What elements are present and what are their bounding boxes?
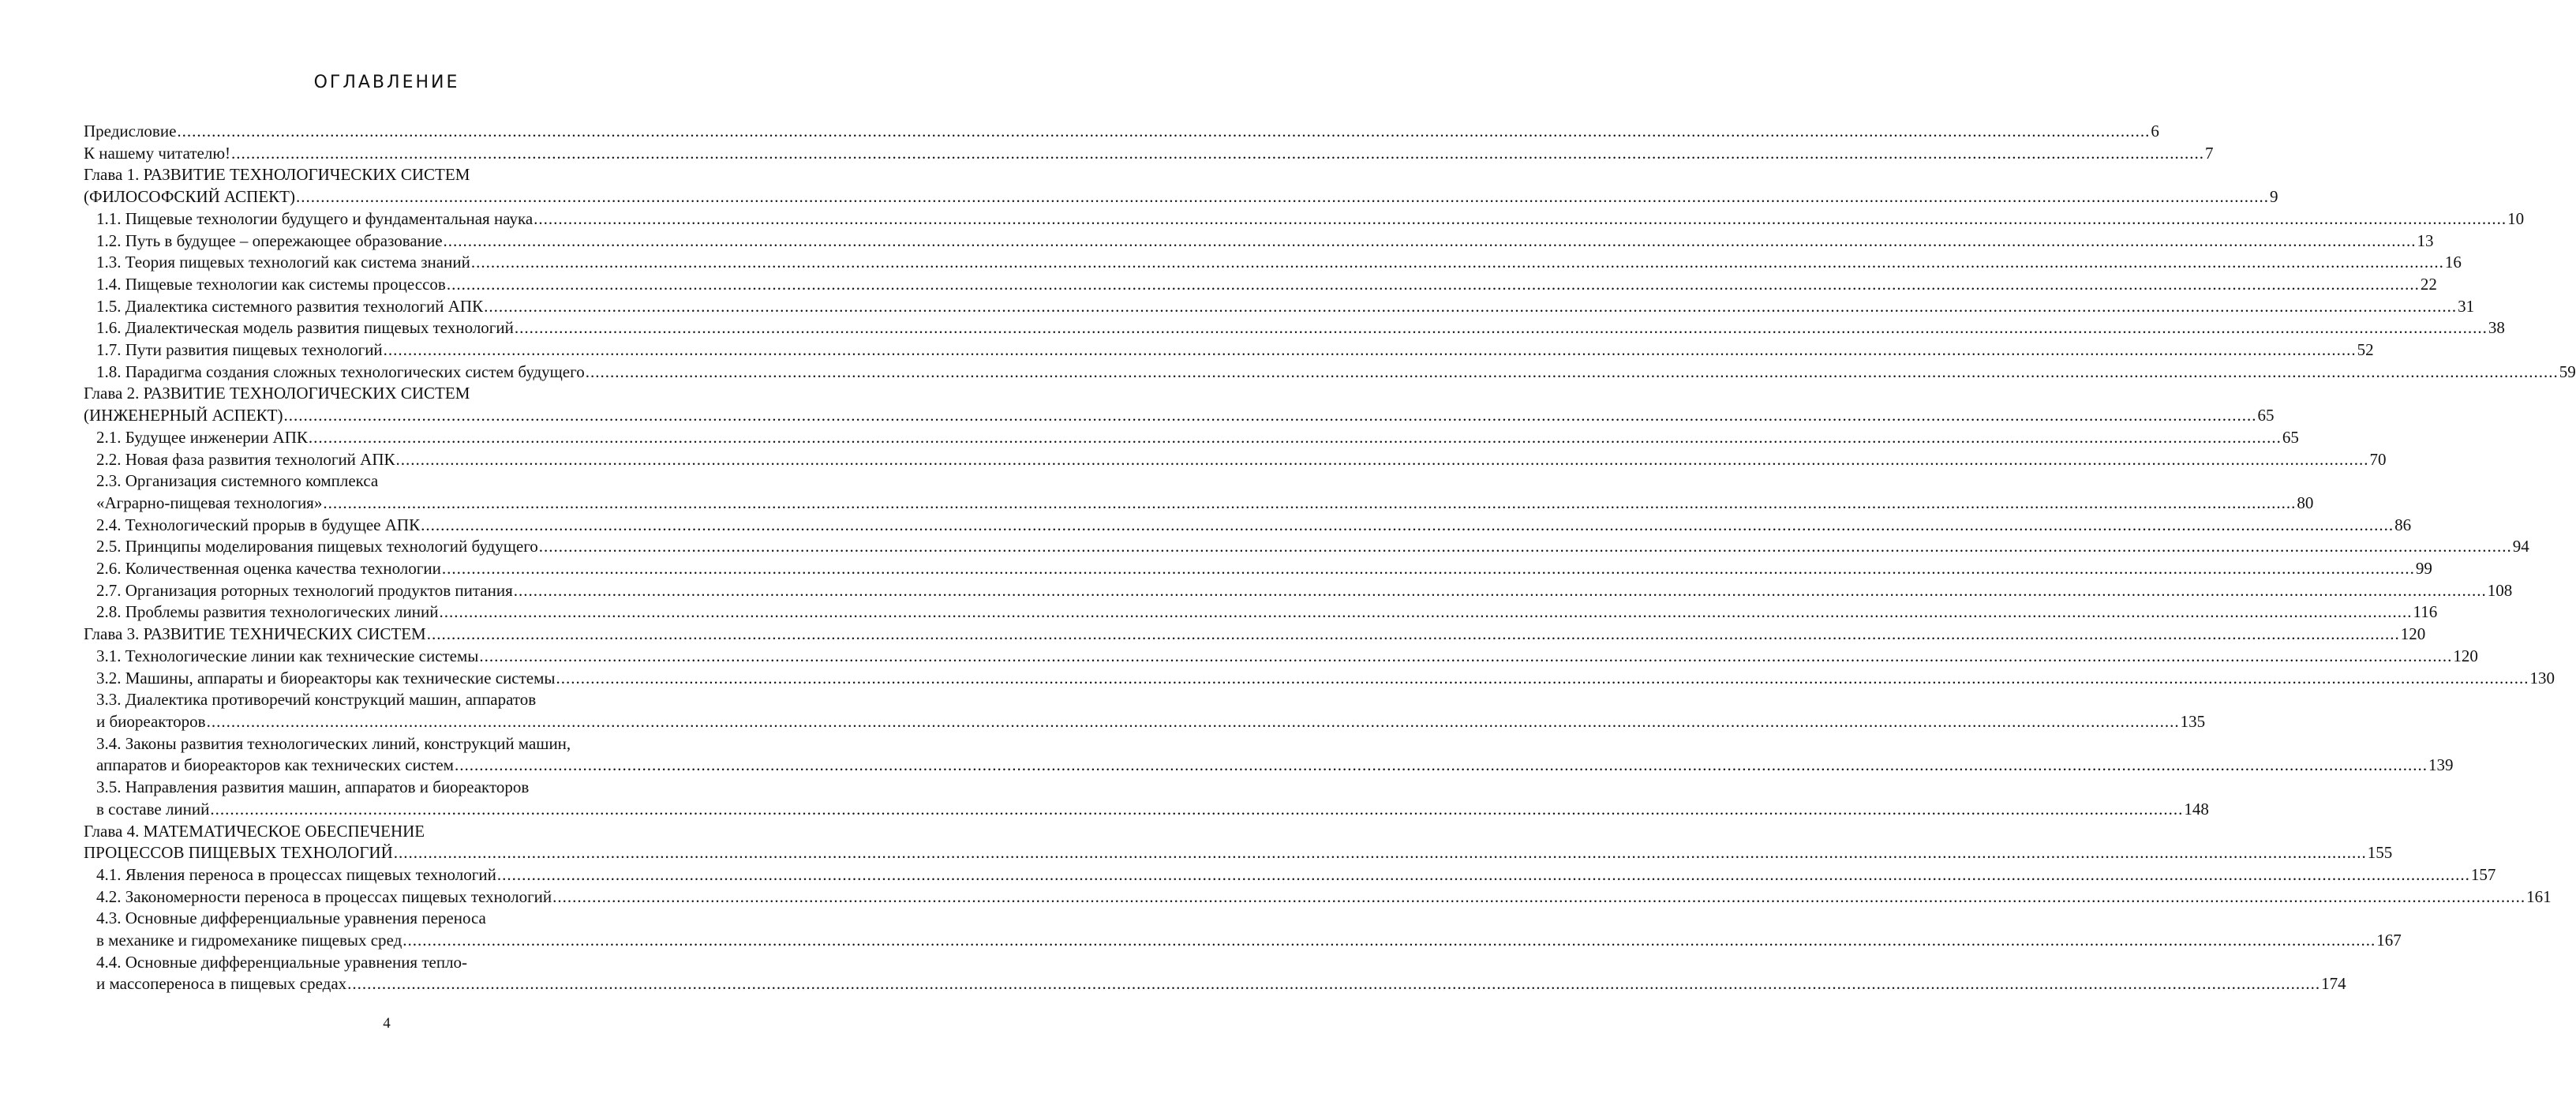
toc-entry-row — [96, 493, 2314, 515]
toc-entry-title: 1.1. Пищевые технологии будущего и фундаментальная наука — [96, 208, 534, 228]
toc-entry-row — [96, 339, 2374, 362]
toc-entry-page: 99 — [2415, 559, 2432, 579]
toc-entry-page: 52 — [2357, 340, 2374, 360]
toc-section-entry — [84, 317, 2505, 339]
toc-entry-row — [96, 711, 2206, 733]
toc-entry-title: 1.6. Диалектическая модель развития пищевых технологий — [96, 318, 514, 338]
toc-section-entry — [84, 886, 2552, 909]
toc-entry-title-line: 3.4. Законы развития технологических линий, конструкций машин, — [96, 733, 571, 753]
toc-section-entry — [84, 733, 2454, 777]
toc-chapter-entry — [84, 383, 2275, 426]
toc-entry-page: 9 — [2269, 187, 2278, 207]
toc-entry-page: 6 — [2151, 122, 2159, 140]
toc-entry-title: 4.2. Закономерности переноса в процессах пищевых технологий — [96, 886, 552, 906]
dot-leader: ................................................................................................................................................................................................................................................................................................................................................................................................................ — [538, 537, 2512, 556]
toc-entry-page: 116 — [2413, 602, 2438, 622]
toc-section-entry — [84, 558, 2432, 580]
dot-leader: ................................................................................................................................................................................................................................................................................................................................................................................................................ — [552, 886, 2526, 906]
toc-entry-title: 3.1. Технологические линии как технические системы — [96, 646, 479, 665]
toc-entry-title: (ИНЖЕНЕРНЫЙ АСПЕКТ) — [84, 406, 283, 425]
toc-entry-page: 10 — [2507, 208, 2525, 228]
toc-section-entry — [84, 449, 2387, 471]
toc-entry-page: 80 — [2297, 493, 2314, 512]
toc-entry-page: 174 — [2321, 974, 2346, 994]
toc-section-entry — [84, 362, 2576, 384]
toc-entry-title-line: 3.3. Диалектика противоречий конструкций машин, аппаратов — [96, 690, 537, 710]
toc-entry-title: в механике и гидромеханике пищевых сред — [96, 931, 402, 950]
toc-entry-title: 2.1. Будущее инженерии АПК — [96, 427, 308, 447]
toc-section-entry — [84, 536, 2529, 558]
toc-entry-title: 2.6. Количественная оценка качества технологии — [96, 559, 441, 579]
toc-entry-row — [96, 274, 2437, 296]
toc-section-entry — [84, 339, 2374, 362]
toc-entry-title: 2.4. Технологический прорыв в будущее АПК — [96, 515, 421, 534]
toc-entry-title-line: 4.4. Основные дифференциальные уравнения тепло- — [96, 952, 468, 972]
toc-section-entry — [84, 777, 2209, 820]
toc-entry-row — [96, 558, 2432, 580]
toc-entry-row — [96, 580, 2513, 602]
toc-section-entry — [84, 908, 2402, 951]
toc-entry-page: 13 — [2417, 230, 2434, 250]
toc-entry-title: и биореакторов — [96, 711, 206, 731]
toc-entry-row — [96, 362, 2576, 384]
toc-section-entry — [84, 230, 2434, 253]
toc-entry-title: 2.5. Принципы моделирования пищевых технологий будущего — [96, 537, 538, 556]
toc-entry-row — [96, 449, 2387, 471]
toc-entry-page: 155 — [2367, 843, 2393, 863]
dot-leader: ................................................................................................................................................................................................................................................................................................................................................................................................................ — [514, 318, 2488, 338]
toc-entry-row — [84, 405, 2275, 427]
toc-section-entry — [84, 580, 2513, 602]
toc-entry-row — [96, 646, 2478, 668]
toc-entry-page: 22 — [2420, 274, 2437, 294]
dot-leader: ................................................................................................................................................................................................................................................................................................................................................................................................................ — [421, 515, 2394, 534]
toc-entry-page: 70 — [2369, 449, 2387, 469]
toc-entry-row — [96, 230, 2434, 253]
dot-leader: ................................................................................................................................................................................................................................................................................................................................................................................................................ — [395, 449, 2369, 469]
toc-entry-row — [96, 799, 2209, 821]
toc-entry-row — [96, 317, 2505, 339]
dot-leader: ................................................................................................................................................................................................................................................................................................................................................................................................................ — [479, 646, 2453, 665]
toc-entry-row — [96, 930, 2402, 952]
dot-leader: ................................................................................................................................................................................................................................................................................................................................................................................................................ — [585, 362, 2559, 381]
toc-chapter-entry — [84, 164, 2278, 208]
dot-leader: ................................................................................................................................................................................................................................................................................................................................................................................................................ — [383, 340, 2357, 360]
toc-entry-page: 120 — [2453, 646, 2478, 665]
dot-leader: ................................................................................................................................................................................................................................................................................................................................................................................................................ — [206, 711, 2180, 731]
toc-entry-title-line: Глава 1. РАЗВИТИЕ ТЕХНОЛОГИЧЕСКИХ СИСТЕМ — [84, 165, 470, 185]
toc-entry-row — [84, 143, 2214, 165]
toc-entry-title-line: Глава 2. РАЗВИТИЕ ТЕХНОЛОГИЧЕСКИХ СИСТЕМ — [84, 384, 470, 403]
toc-entry-page: 157 — [2470, 864, 2496, 884]
toc-entry-row — [96, 208, 2525, 230]
dot-leader: ................................................................................................................................................................................................................................................................................................................................................................................................................ — [323, 493, 2297, 512]
toc-section-entry — [84, 864, 2496, 886]
dot-leader: ................................................................................................................................................................................................................................................................................................................................................................................................................ — [210, 799, 2184, 819]
toc-entry-title: «Аграрно-пищевая технология» — [96, 493, 323, 512]
toc-section-entry — [84, 274, 2437, 296]
toc-entry-row — [96, 973, 2346, 995]
toc-entry-page: 135 — [2180, 711, 2206, 731]
toc-entry-page: 38 — [2488, 318, 2505, 338]
toc-entry-page: 167 — [2376, 931, 2402, 950]
toc-entry-row — [96, 427, 2299, 449]
dot-leader: ................................................................................................................................................................................................................................................................................................................................................................................................................ — [470, 253, 2444, 272]
toc-entry-title: 2.7. Организация роторных технологий продуктов питания — [96, 580, 513, 600]
dot-leader: ................................................................................................................................................................................................................................................................................................................................................................................................................ — [443, 230, 2417, 250]
toc-entry-title: 1.2. Путь в будущее – опережающее образование — [96, 230, 443, 250]
toc-entry-title: Глава 3. РАЗВИТИЕ ТЕХНИЧЕСКИХ СИСТЕМ — [84, 624, 426, 644]
toc-entry-title: аппаратов и биореакторов как технических систем — [96, 755, 454, 775]
toc-entry-row — [96, 601, 2438, 624]
dot-leader: ................................................................................................................................................................................................................................................................................................................................................................................................................ — [231, 143, 2205, 163]
toc-section-entry — [84, 252, 2462, 274]
dot-leader: ................................................................................................................................................................................................................................................................................................................................................................................................................ — [484, 296, 2458, 316]
toc-section-entry — [84, 470, 2314, 514]
toc-entry-row — [84, 186, 2278, 208]
dot-leader: ................................................................................................................................................................................................................................................................................................................................................................................................................ — [426, 624, 2400, 644]
toc-entry-page: 65 — [2257, 406, 2275, 425]
dot-leader: ................................................................................................................................................................................................................................................................................................................................................................................................................ — [347, 974, 2321, 994]
dot-leader: ................................................................................................................................................................................................................................................................................................................................................................................................................ — [393, 843, 2367, 863]
toc-section-entry — [84, 601, 2438, 624]
toc-entry-page: 59 — [2559, 362, 2576, 381]
dot-leader: ................................................................................................................................................................................................................................................................................................................................................................................................................ — [441, 559, 2415, 579]
toc-entry-row — [84, 624, 2426, 646]
toc-section-entry — [84, 689, 2206, 732]
dot-leader: ................................................................................................................................................................................................................................................................................................................................................................................................................ — [534, 208, 2507, 228]
toc-entry-page: 31 — [2458, 296, 2475, 316]
toc-entry-page: 139 — [2428, 755, 2454, 775]
toc-entry-row — [96, 296, 2475, 318]
dot-leader: ................................................................................................................................................................................................................................................................................................................................................................................................................ — [446, 274, 2420, 294]
toc-entry-title: 2.2. Новая фаза развития технологий АПК — [96, 449, 395, 469]
toc-entry-page: 86 — [2394, 515, 2412, 534]
toc-section-entry — [84, 515, 2412, 537]
dot-leader: ................................................................................................................................................................................................................................................................................................................................................................................................................ — [283, 406, 2257, 425]
toc-entry-page: 148 — [2184, 799, 2209, 819]
toc-entry-title: 2.8. Проблемы развития технологических линий — [96, 602, 439, 622]
page-number: 4 — [383, 1015, 391, 1032]
toc-entry-page: 130 — [2529, 668, 2555, 687]
toc-entry-title: (ФИЛОСОФСКИЙ АСПЕКТ) — [84, 187, 295, 207]
toc-chapter-entry — [84, 121, 2159, 143]
toc-section-entry — [84, 296, 2475, 318]
toc-entry-row — [96, 668, 2555, 690]
toc-entry-title-line: 4.3. Основные дифференциальные уравнения переноса — [96, 909, 486, 928]
toc-entry-page: 94 — [2512, 537, 2529, 556]
dot-leader: ................................................................................................................................................................................................................................................................................................................................................................................................................ — [513, 580, 2487, 600]
toc-entry-row — [96, 536, 2529, 558]
toc-entry-title: 1.3. Теория пищевых технологий как система знаний — [96, 253, 470, 272]
toc-section-entry — [84, 668, 2555, 690]
dot-leader: ................................................................................................................................................................................................................................................................................................................................................................................................................ — [496, 864, 2470, 884]
toc-section-entry — [84, 952, 2346, 995]
toc-chapter-entry — [84, 143, 2214, 165]
dot-leader: ................................................................................................................................................................................................................................................................................................................................................................................................................ — [556, 668, 2529, 687]
dot-leader: ................................................................................................................................................................................................................................................................................................................................................................................................................ — [295, 187, 2269, 207]
toc-entry-row — [96, 515, 2412, 537]
dot-leader: ................................................................................................................................................................................................................................................................................................................................................................................................................ — [439, 602, 2413, 622]
dot-leader: ................................................................................................................................................................................................................................................................................................................................................................................................................ — [402, 931, 2376, 950]
toc-entry-title: 1.8. Парадигма создания сложных технологических систем будущего — [96, 362, 585, 381]
toc-entry-title: ПРОЦЕССОВ ПИЩЕВЫХ ТЕХНОЛОГИЙ — [84, 843, 393, 863]
toc-section-entry — [84, 208, 2525, 230]
toc-entry-page: 108 — [2487, 580, 2513, 600]
toc-entry-title-line: Глава 4. МАТЕМАТИЧЕСКОЕ ОБЕСПЕЧЕНИЕ — [84, 821, 425, 841]
toc-entry-title: в составе линий — [96, 799, 210, 819]
toc-entry-row — [84, 842, 2393, 864]
toc-entry-title: 4.1. Явления переноса в процессах пищевых технологий — [96, 864, 496, 884]
toc-entry-title: и массопереноса в пищевых средах — [96, 974, 347, 994]
toc-entry-title: 1.4. Пищевые технологии как системы процессов — [96, 274, 446, 294]
toc-entry-row — [96, 864, 2496, 886]
toc-entry-page: 65 — [2282, 427, 2299, 447]
toc-entry-page: 7 — [2205, 143, 2214, 163]
toc-entry-title: 1.7. Пути развития пищевых технологий — [96, 340, 383, 360]
toc-entry-title: 1.5. Диалектика системного развития технологий АПК — [96, 296, 484, 316]
toc-entry-title: 3.2. Машины, аппараты и биореакторы как технические системы — [96, 668, 556, 687]
dot-leader: ................................................................................................................................................................................................................................................................................................................................................................................................................ — [308, 427, 2282, 447]
toc-entry-row — [96, 252, 2462, 274]
toc-entry-page: 161 — [2526, 886, 2552, 906]
toc-entry-title: Предисловие — [84, 122, 177, 140]
page-title: ОГЛАВЛЕНИЕ — [313, 73, 460, 92]
dot-leader: ................................................................................................................................................................................................................................................................................................................................................................................................................ — [454, 755, 2428, 775]
toc-entry-row — [96, 755, 2454, 777]
toc-entry-page: 16 — [2444, 253, 2462, 272]
dot-leader: ................................................................................................................................................................................................................................................................................................................................................................................................................ — [177, 122, 2151, 140]
toc-entry-row — [84, 121, 2159, 143]
toc-entry-row — [96, 886, 2552, 909]
toc-entry-title-line: 2.3. Организация системного комплекса — [96, 471, 379, 491]
table-of-contents — [84, 121, 2576, 995]
toc-section-entry — [84, 427, 2299, 449]
toc-entry-page: 120 — [2400, 624, 2426, 644]
toc-chapter-entry — [84, 821, 2393, 864]
toc-chapter-entry — [84, 624, 2426, 646]
toc-entry-title: К нашему читателю! — [84, 143, 231, 163]
toc-entry-title-line: 3.5. Направления развития машин, аппаратов и биореакторов — [96, 777, 530, 797]
toc-section-entry — [84, 646, 2478, 668]
